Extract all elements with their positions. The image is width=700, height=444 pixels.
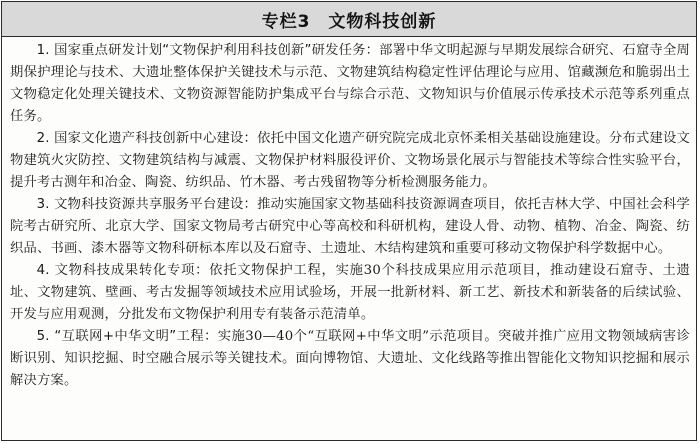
item-body-3: 推动实施国家文物基础科技资源调查项目，依托吉林大学、中国社会科学院考古研究所、北京大学、国家文物局考古研究中心等高校和科研机构，建设人骨、动物、植物、冶金、陶瓷、纺织品、书画、漆木器等文物科研标本库以及石窟寺、土遗址、木结构建筑和重要可移动文物保护科学数据中心。 [10,197,691,256]
item-label-3: 3. 文物科技资源共享服务平台建设： [36,197,258,212]
column-content [2,37,696,392]
item-paragraph-5 [10,326,690,392]
item-label-1: 1. 国家重点研发计划“文物保护利用科技创新”研发任务： [36,43,380,58]
column-number: 专栏3 [261,11,311,32]
item-label-5: 5. “互联网+中华文明”工程： [36,329,218,344]
item-paragraph-3 [10,194,690,260]
item-paragraph-1 [10,40,690,128]
special-column-box [1,1,697,441]
column-header [2,2,696,37]
item-paragraph-4 [10,260,690,326]
item-label-2: 2. 国家文化遗产科技创新中心建设： [36,131,258,146]
item-body-5: 实施30—40个“互联网+中华文明”示范项目。突破并推广应用文物领域病害诊断识别、知识挖掘、时空融合展示等关键技术。面向博物馆、大遗址、文化线路等推出智能化文物知识挖掘和展示解决方案。 [10,329,690,388]
item-body-2: 依托中国文化遗产研究院完成北京怀柔相关基础设施建设。分布式建设文物建筑火灾防控、文物建筑结构与减震、文物保护材料服役评价、文物场景化展示与智能技术等综合性实验平台，提升考古测年和冶金、陶瓷、纺织品、竹木器、考古残留物等分析检测服务能力。 [10,131,691,190]
item-paragraph-2 [10,128,690,194]
item-body-1: 部署中华文明起源与早期发展综合研究、石窟寺全周期保护理论与技术、大遗址整体保护关键技术与示范、文物建筑结构稳定性评估理论与应用、馆藏濒危和脆弱出土文物稳定化处理关键技术、文物资源智能防护集成平台与综合示范、文物知识与价值展示传承技术示范等系列重点任务。 [10,43,690,124]
column-title: 文物科技创新 [328,11,437,32]
item-body-4: 依托文物保护工程，实施30个科技成果应用示范项目，推动建设石窟寺、土遗址、文物建筑、壁画、考古发掘等领域技术应用试验场，开展一批新材料、新工艺、新技术和新装备的后续试验、开发与应用观测，分批发布文物保护利用专有装备示范清单。 [10,263,691,322]
item-label-4: 4. 文物科技成果转化专项： [36,263,210,278]
